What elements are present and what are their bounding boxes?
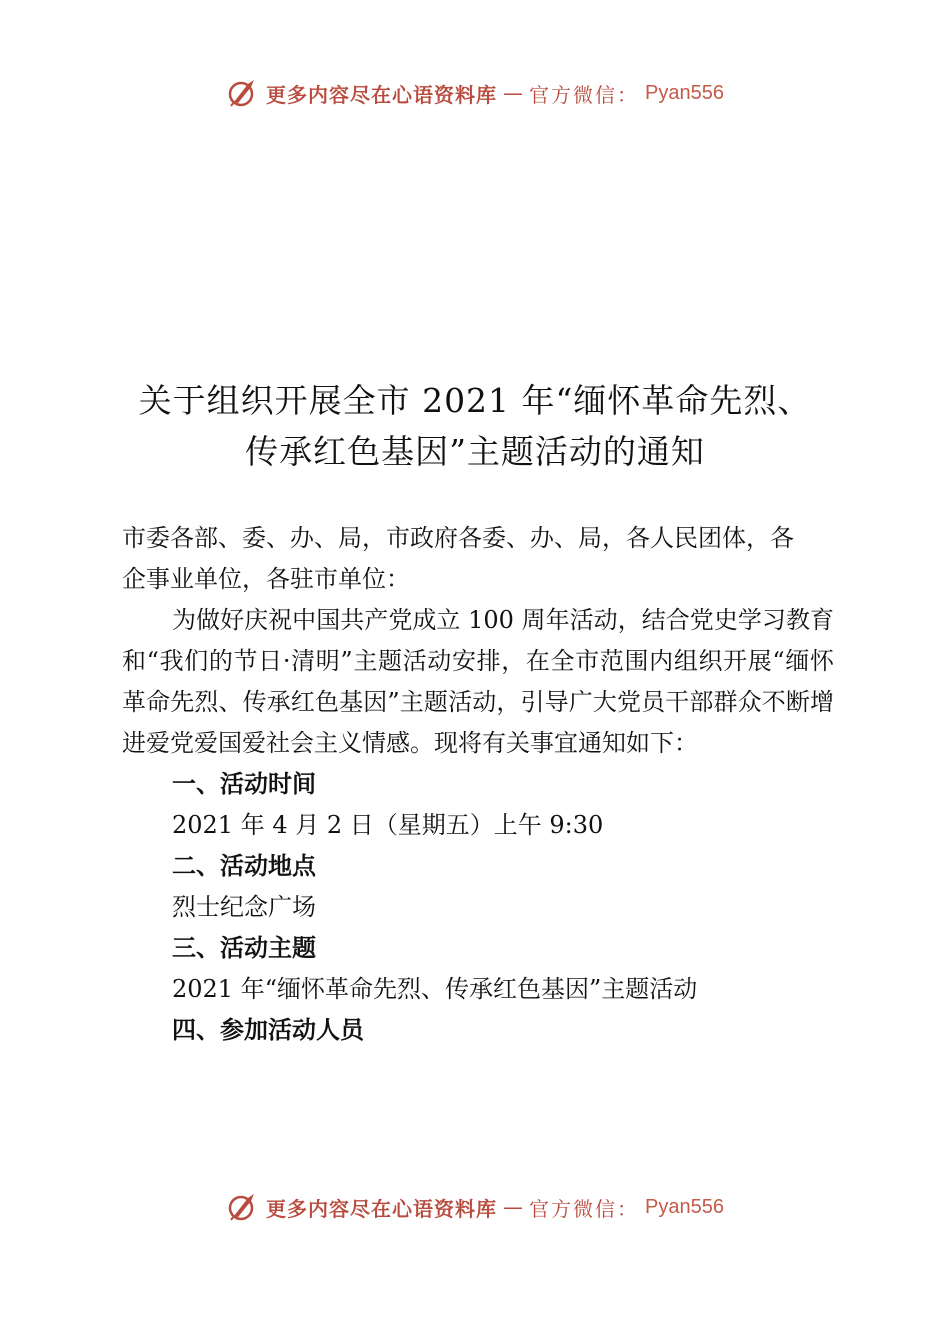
title-line-2: 传承红色基因”主题活动的通知: [245, 432, 705, 471]
section-text-location: 烈士纪念广场: [172, 893, 316, 921]
watermark-wechat-id: Pyan556: [645, 81, 724, 104]
title-line-1: 关于组织开展全市 2021 年“缅怀革命先烈、: [138, 381, 812, 420]
watermark-wechat-id: Pyan556: [645, 1195, 724, 1218]
intro-paragraph: 为做好庆祝中国共产党成立 100 周年活动，结合党史学习教育和“我们的节日·清明”主题活动安排，在全市范围内组织开展“缅怀革命先烈、传承红色基因”主题活动，引导广大党员干部群众不断增进爱党爱国爱社会主义情感。现将有关事宜通知如下：: [122, 606, 834, 757]
watermark-sub-text: 官方微信：: [529, 1196, 640, 1221]
watermark-sub-text: 官方微信：: [529, 82, 640, 107]
recipients-line-1: 市委各部、委、办、局，市政府各委、办、局，各人民团体，各: [122, 524, 794, 552]
quill-pen-logo-icon: [226, 76, 260, 110]
section-heading-time: 一、活动时间: [172, 770, 316, 798]
section-heading-location: 二、活动地点: [172, 852, 316, 880]
section-heading-theme: 三、活动主题: [172, 934, 316, 962]
quill-pen-logo-icon: [226, 1190, 260, 1224]
watermark-main-text: 更多内容尽在心语资料库: [266, 1196, 498, 1221]
document-body: [122, 518, 834, 1051]
section-text-time: 2021 年 4 月 2 日（星期五）上午 9:30: [172, 811, 604, 839]
header-watermark: [0, 73, 950, 113]
section-text-theme: 2021 年“缅怀革命先烈、传承红色基因”主题活动: [172, 975, 698, 1003]
watermark-dash: —: [503, 81, 524, 105]
document-title: [0, 375, 950, 477]
section-heading-participants: 四、参加活动人员: [172, 1016, 364, 1044]
watermark-dash: —: [503, 1195, 524, 1219]
recipients-line-2: 企事业单位，各驻市单位：: [122, 565, 410, 593]
footer-watermark: [0, 1187, 950, 1227]
watermark-main-text: 更多内容尽在心语资料库: [266, 82, 498, 107]
